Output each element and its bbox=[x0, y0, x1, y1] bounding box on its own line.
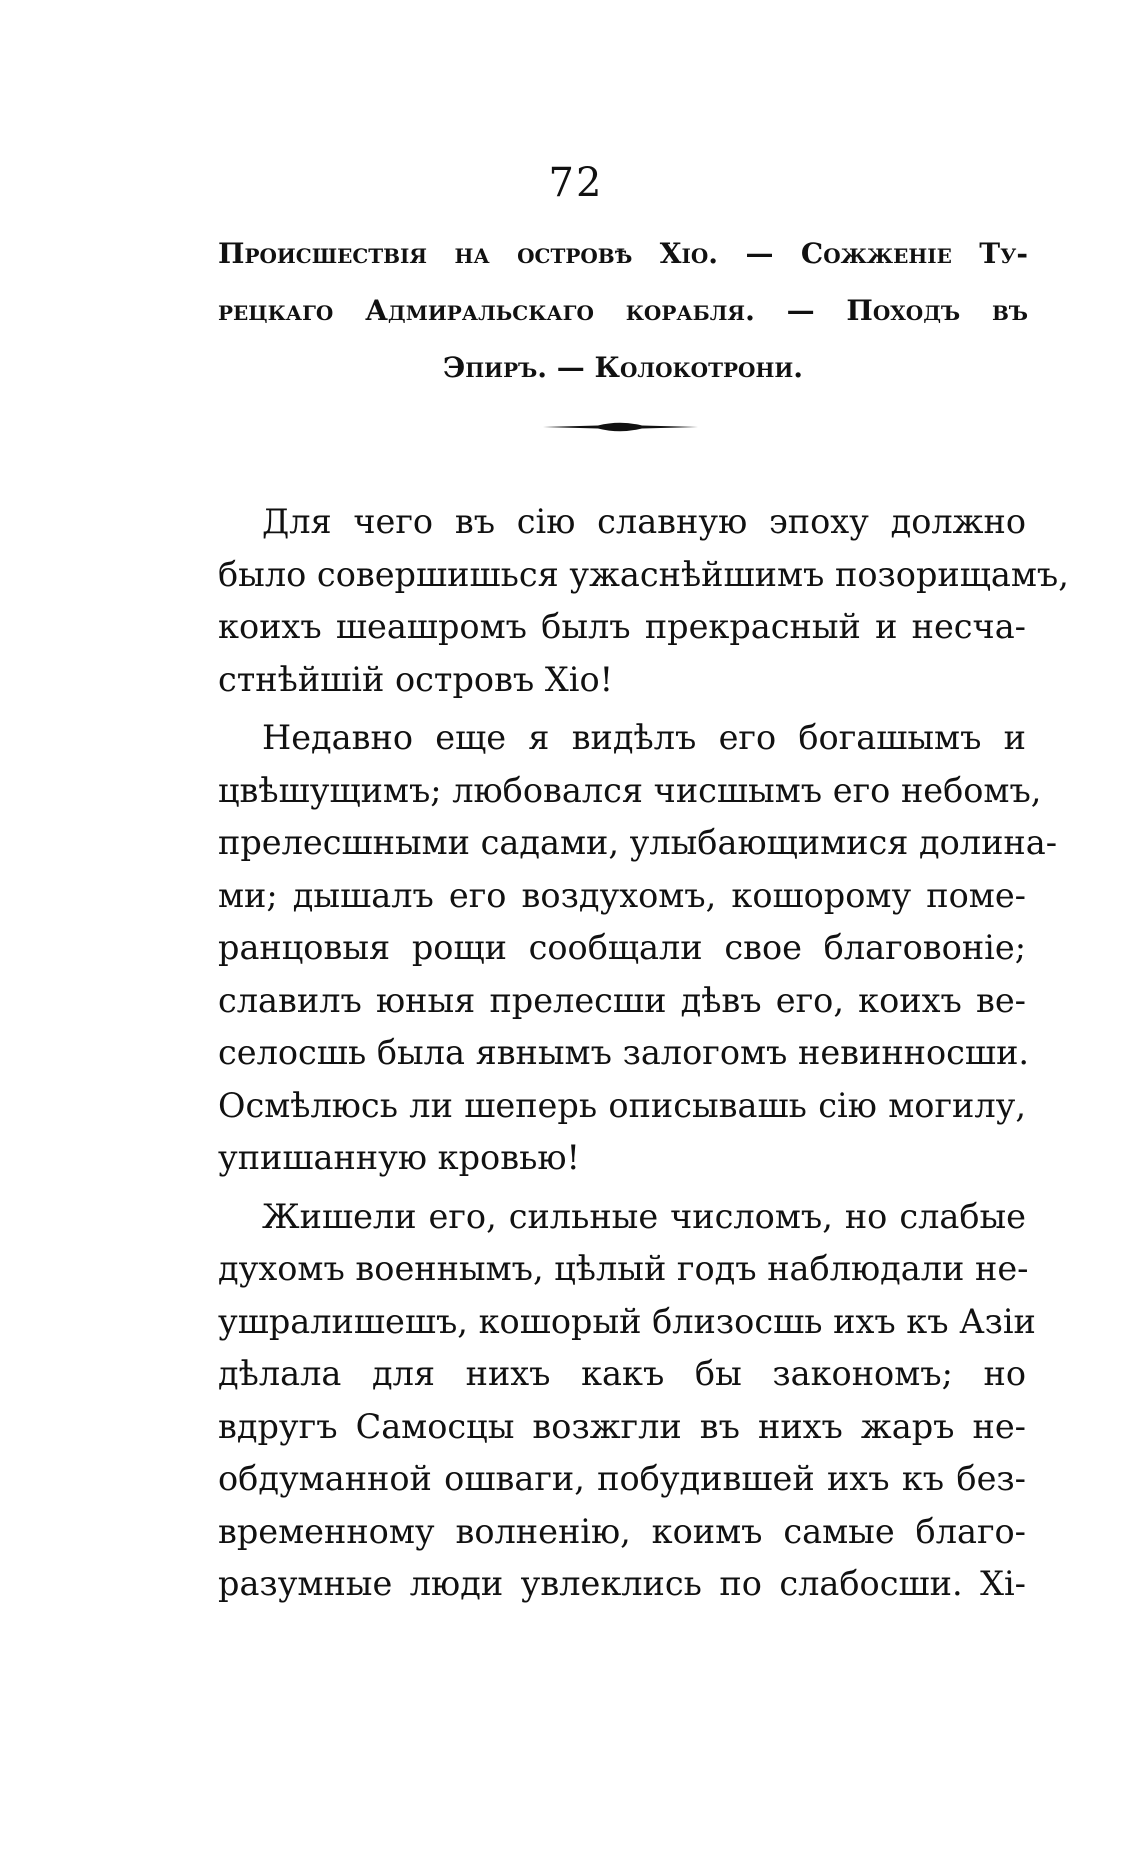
text-line: дѣлала для нихъ какъ бы закономъ; но bbox=[218, 1354, 1026, 1393]
text-line: цвѣшущимъ; любовался чисшымъ его небомъ, bbox=[218, 770, 1042, 810]
heading-line: Эпиръ. — Колокотрони. bbox=[443, 351, 803, 384]
text-line: вдругъ Самосцы возжгли въ нихъ жаръ не- bbox=[218, 1406, 1026, 1446]
body-text bbox=[218, 496, 1069, 1611]
text-line: обдуманной ошваги, побудившей ихъ къ без- bbox=[218, 1459, 1026, 1498]
heading-line: Происшествія на островѣ Хіо. — Сожженіе Ту- bbox=[218, 237, 1028, 270]
text-line: ушралишешъ, кошорый близосшь ихъ къ Азіи bbox=[218, 1301, 1036, 1341]
text-line: селосшь была явнымъ залогомъ невинносши. bbox=[218, 1033, 1030, 1072]
text-line: ранцовыя рощи сообщали свое благовоніе; bbox=[218, 928, 1026, 967]
text-line: ми; дышалъ его воздухомъ, кошорому поме- bbox=[218, 875, 1026, 915]
chapter-heading bbox=[218, 225, 1028, 396]
text-line: разумные люди увлеклись по слабосши. Хі- bbox=[218, 1564, 1026, 1603]
heading-line: рецкаго Адмиральскаго корабля. — Походъ въ bbox=[218, 294, 1028, 327]
ornament-rule-icon bbox=[543, 419, 698, 435]
text-line: Недавно еще я видѣлъ его богашымъ и bbox=[262, 718, 1026, 757]
text-line: упишанную кровью! bbox=[218, 1138, 580, 1177]
text-line: прелесшными садами, улыбающимися долина- bbox=[218, 823, 1058, 862]
text-line: Для чего въ сію славную эпоху должно bbox=[262, 502, 1026, 541]
text-line: коихъ шеашромъ былъ прекрасный и несча- bbox=[218, 607, 1026, 646]
text-line: славилъ юныя прелесши дѣвъ его, коихъ ве- bbox=[218, 980, 1026, 1020]
text-line: стнѣйшій островъ Хіо! bbox=[218, 659, 614, 699]
text-line: Осмѣлюсь ли шеперь описывашь сію могилу, bbox=[218, 1085, 1026, 1125]
text-line: духомъ военнымъ, цѣлый годъ наблюдали не- bbox=[218, 1249, 1029, 1288]
page-number: 72 bbox=[548, 160, 604, 206]
text-line: было совершишься ужаснѣйшимъ позорищамъ, bbox=[218, 554, 1069, 594]
text-line: Жишели его, сильные числомъ, но слабые bbox=[262, 1196, 1026, 1236]
text-line: временному волненію, коимъ самые благо- bbox=[218, 1511, 1026, 1551]
